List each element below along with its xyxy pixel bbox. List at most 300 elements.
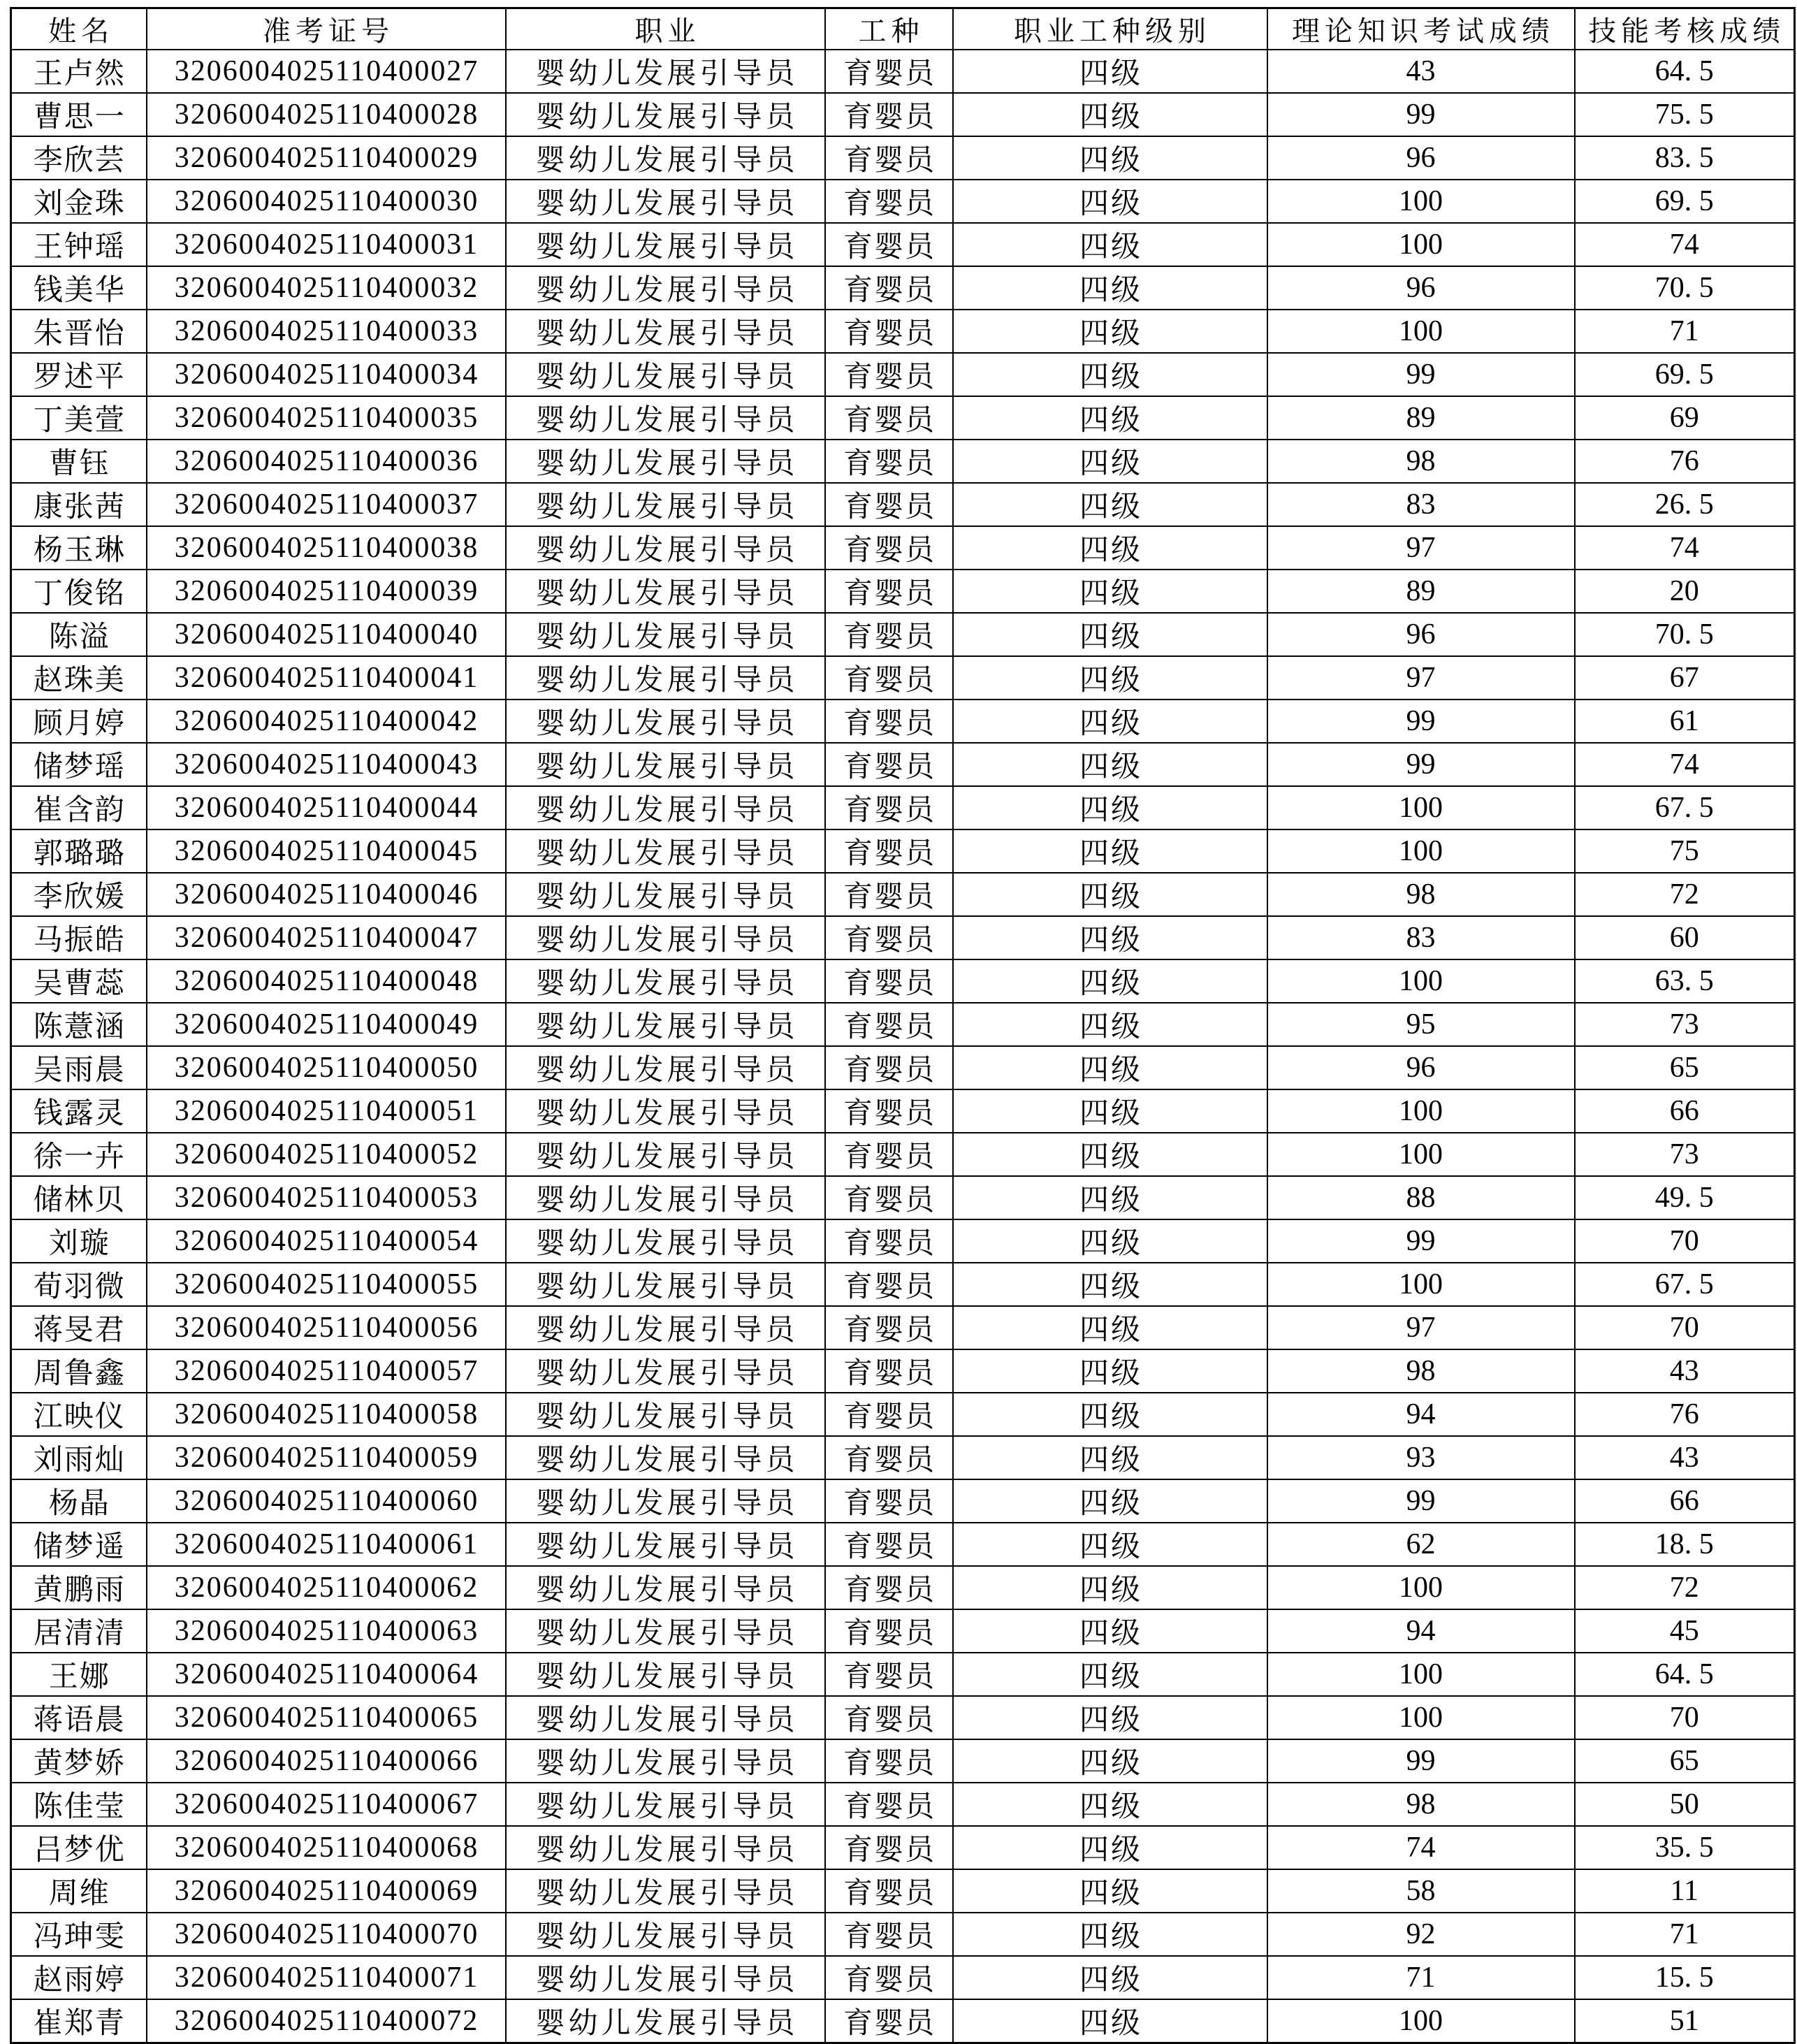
table-cell: 吴雨晨 [11, 1046, 147, 1089]
table-cell: 45 [1575, 1609, 1795, 1653]
table-cell: 93 [1267, 1436, 1575, 1479]
table-row [11, 1176, 1795, 1219]
table-cell: 育婴员 [825, 396, 953, 440]
table-body [11, 50, 1795, 2043]
table-cell: 73 [1575, 1003, 1795, 1046]
table-cell: 76 [1575, 1393, 1795, 1436]
table-cell: 99 [1267, 1739, 1575, 1783]
table-cell: 四级 [953, 1523, 1267, 1566]
table-row [11, 440, 1795, 483]
table-row [11, 1566, 1795, 1609]
table-cell: 100 [1267, 1089, 1575, 1133]
table-cell: 育婴员 [825, 1263, 953, 1306]
table-cell: 荀羽微 [11, 1263, 147, 1306]
table-cell: 98 [1267, 1783, 1575, 1826]
table-cell: 婴幼儿发展引导员 [506, 1349, 825, 1393]
table-cell: 刘金珠 [11, 180, 147, 223]
table-cell: 育婴员 [825, 1826, 953, 1869]
table-row [11, 1263, 1795, 1306]
table-cell: 83 [1267, 916, 1575, 959]
table-cell: 70 [1575, 1219, 1795, 1263]
table-cell: 四级 [953, 1653, 1267, 1696]
table-row [11, 613, 1795, 656]
table-cell: 100 [1267, 1133, 1575, 1176]
table-cell: 92 [1267, 1913, 1575, 1956]
table-cell: 3206004025110400029 [147, 136, 506, 180]
table-row [11, 786, 1795, 829]
table-cell: 63. 5 [1575, 959, 1795, 1003]
table-cell: 婴幼儿发展引导员 [506, 1263, 825, 1306]
table-cell: 婴幼儿发展引导员 [506, 136, 825, 180]
table-cell: 3206004025110400033 [147, 310, 506, 353]
table-cell: 育婴员 [825, 136, 953, 180]
table-cell: 四级 [953, 440, 1267, 483]
table-cell: 育婴员 [825, 93, 953, 136]
table-cell: 100 [1267, 1653, 1575, 1696]
table-cell: 四级 [953, 1696, 1267, 1739]
header-cell: 工种 [825, 8, 953, 50]
table-cell: 四级 [953, 1349, 1267, 1393]
table-cell: 育婴员 [825, 1176, 953, 1219]
table-cell: 99 [1267, 700, 1575, 743]
table-cell: 吕梦优 [11, 1826, 147, 1869]
table-row [11, 50, 1795, 93]
table-cell: 3206004025110400063 [147, 1609, 506, 1653]
table-cell: 96 [1267, 613, 1575, 656]
table-cell: 四级 [953, 1913, 1267, 1956]
table-cell: 婴幼儿发展引导员 [506, 1436, 825, 1479]
table-cell: 70 [1575, 1696, 1795, 1739]
table-row [11, 1003, 1795, 1046]
table-cell: 蒋语晨 [11, 1696, 147, 1739]
header-cell: 职业工种级别 [953, 8, 1267, 50]
table-cell: 3206004025110400035 [147, 396, 506, 440]
table-cell: 3206004025110400052 [147, 1133, 506, 1176]
table-cell: 四级 [953, 1739, 1267, 1783]
table-cell: 杨晶 [11, 1479, 147, 1523]
table-cell: 吴曹蕊 [11, 959, 147, 1003]
table-row [11, 1783, 1795, 1826]
table-cell: 69. 5 [1575, 180, 1795, 223]
table-cell: 3206004025110400059 [147, 1436, 506, 1479]
table-cell: 四级 [953, 743, 1267, 786]
table-cell: 四级 [953, 1436, 1267, 1479]
table-cell: 四级 [953, 829, 1267, 873]
table-cell: 99 [1267, 353, 1575, 396]
table-cell: 99 [1267, 1219, 1575, 1263]
table-cell: 储林贝 [11, 1176, 147, 1219]
table-cell: 3206004025110400036 [147, 440, 506, 483]
table-cell: 四级 [953, 656, 1267, 700]
table-cell: 储梦遥 [11, 1523, 147, 1566]
table-row [11, 526, 1795, 570]
table-cell: 婴幼儿发展引导员 [506, 1089, 825, 1133]
table-cell: 3206004025110400051 [147, 1089, 506, 1133]
table-cell: 3206004025110400027 [147, 50, 506, 93]
table-cell: 四级 [953, 1263, 1267, 1306]
table-cell: 婴幼儿发展引导员 [506, 1609, 825, 1653]
table-cell: 3206004025110400070 [147, 1913, 506, 1956]
table-cell: 育婴员 [825, 1089, 953, 1133]
table-cell: 婴幼儿发展引导员 [506, 700, 825, 743]
table-cell: 周维 [11, 1869, 147, 1913]
header-cell: 准考证号 [147, 8, 506, 50]
table-cell: 育婴员 [825, 1956, 953, 1999]
table-cell: 婴幼儿发展引导员 [506, 50, 825, 93]
table-cell: 育婴员 [825, 1046, 953, 1089]
table-cell: 71 [1575, 1913, 1795, 1956]
table-row [11, 1133, 1795, 1176]
table-cell: 3206004025110400061 [147, 1523, 506, 1566]
header-cell: 姓名 [11, 8, 147, 50]
table-cell: 100 [1267, 959, 1575, 1003]
table-cell: 3206004025110400049 [147, 1003, 506, 1046]
table-cell: 婴幼儿发展引导员 [506, 223, 825, 266]
table-cell: 64. 5 [1575, 1653, 1795, 1696]
table-cell: 崔含韵 [11, 786, 147, 829]
table-cell: 李欣芸 [11, 136, 147, 180]
table-cell: 66 [1575, 1089, 1795, 1133]
table-cell: 96 [1267, 136, 1575, 180]
table-cell: 69. 5 [1575, 353, 1795, 396]
table-cell: 育婴员 [825, 266, 953, 310]
table-cell: 3206004025110400038 [147, 526, 506, 570]
header-cell: 技能考核成绩 [1575, 8, 1795, 50]
table-cell: 四级 [953, 570, 1267, 613]
table-cell: 76 [1575, 440, 1795, 483]
table-row [11, 1089, 1795, 1133]
table-cell: 62 [1267, 1523, 1575, 1566]
table-cell: 育婴员 [825, 613, 953, 656]
table-cell: 70. 5 [1575, 266, 1795, 310]
table-cell: 马振皓 [11, 916, 147, 959]
table-cell: 四级 [953, 1046, 1267, 1089]
table-cell: 95 [1267, 1003, 1575, 1046]
table-row [11, 700, 1795, 743]
table-cell: 100 [1267, 1696, 1575, 1739]
table-cell: 婴幼儿发展引导员 [506, 1523, 825, 1566]
table-cell: 育婴员 [825, 310, 953, 353]
table-cell: 67. 5 [1575, 786, 1795, 829]
table-cell: 育婴员 [825, 180, 953, 223]
table-cell: 婴幼儿发展引导员 [506, 396, 825, 440]
table-cell: 四级 [953, 483, 1267, 526]
table-cell: 58 [1267, 1869, 1575, 1913]
table-cell: 67 [1575, 656, 1795, 700]
table-cell: 43 [1575, 1349, 1795, 1393]
table-cell: 3206004025110400047 [147, 916, 506, 959]
table-row [11, 1523, 1795, 1566]
table-cell: 3206004025110400039 [147, 570, 506, 613]
table-cell: 婴幼儿发展引导员 [506, 1956, 825, 1999]
table-cell: 刘雨灿 [11, 1436, 147, 1479]
table-cell: 11 [1575, 1869, 1795, 1913]
table-cell: 丁美萱 [11, 396, 147, 440]
table-cell: 89 [1267, 396, 1575, 440]
table-cell: 朱晋怡 [11, 310, 147, 353]
table-row [11, 829, 1795, 873]
table-cell: 100 [1267, 310, 1575, 353]
table-cell: 96 [1267, 1046, 1575, 1089]
table-cell: 婴幼儿发展引导员 [506, 1826, 825, 1869]
table-cell: 3206004025110400069 [147, 1869, 506, 1913]
table-cell: 3206004025110400028 [147, 93, 506, 136]
table-cell: 王卢然 [11, 50, 147, 93]
table-cell: 婴幼儿发展引导员 [506, 1133, 825, 1176]
table-cell: 3206004025110400058 [147, 1393, 506, 1436]
table-cell: 黄鹏雨 [11, 1566, 147, 1609]
table-cell: 育婴员 [825, 743, 953, 786]
table-cell: 婴幼儿发展引导员 [506, 873, 825, 916]
table-cell: 婴幼儿发展引导员 [506, 1869, 825, 1913]
exam-results-table-wrap [10, 7, 1794, 2040]
table-row [11, 136, 1795, 180]
table-cell: 婴幼儿发展引导员 [506, 613, 825, 656]
header-cell: 理论知识考试成绩 [1267, 8, 1575, 50]
table-cell: 育婴员 [825, 873, 953, 916]
table-cell: 陈薏涵 [11, 1003, 147, 1046]
table-cell: 育婴员 [825, 959, 953, 1003]
table-row [11, 310, 1795, 353]
table-header [11, 8, 1795, 50]
table-row [11, 1436, 1795, 1479]
table-cell: 98 [1267, 440, 1575, 483]
table-cell: 四级 [953, 700, 1267, 743]
table-cell: 四级 [953, 1869, 1267, 1913]
table-cell: 18. 5 [1575, 1523, 1795, 1566]
table-cell: 婴幼儿发展引导员 [506, 1393, 825, 1436]
table-cell: 崔郑青 [11, 1999, 147, 2043]
table-row [11, 1696, 1795, 1739]
table-cell: 3206004025110400064 [147, 1653, 506, 1696]
table-cell: 98 [1267, 1349, 1575, 1393]
table-cell: 71 [1267, 1956, 1575, 1999]
table-cell: 83 [1267, 483, 1575, 526]
table-cell: 3206004025110400072 [147, 1999, 506, 2043]
table-cell: 四级 [953, 1479, 1267, 1523]
table-row [11, 959, 1795, 1003]
table-cell: 74 [1267, 1826, 1575, 1869]
table-cell: 73 [1575, 1133, 1795, 1176]
table-row [11, 1479, 1795, 1523]
table-cell: 育婴员 [825, 1869, 953, 1913]
table-cell: 育婴员 [825, 483, 953, 526]
table-cell: 四级 [953, 1826, 1267, 1869]
table-cell: 储梦瑶 [11, 743, 147, 786]
table-cell: 刘璇 [11, 1219, 147, 1263]
table-cell: 100 [1267, 1999, 1575, 2043]
table-row [11, 93, 1795, 136]
table-cell: 婴幼儿发展引导员 [506, 1003, 825, 1046]
table-cell: 3206004025110400032 [147, 266, 506, 310]
table-cell: 育婴员 [825, 440, 953, 483]
table-cell: 婴幼儿发展引导员 [506, 570, 825, 613]
table-cell: 丁俊铭 [11, 570, 147, 613]
table-cell: 四级 [953, 1609, 1267, 1653]
table-cell: 育婴员 [825, 1913, 953, 1956]
table-cell: 3206004025110400060 [147, 1479, 506, 1523]
table-cell: 育婴员 [825, 1523, 953, 1566]
table-cell: 四级 [953, 180, 1267, 223]
table-cell: 3206004025110400066 [147, 1739, 506, 1783]
table-row [11, 656, 1795, 700]
table-cell: 99 [1267, 743, 1575, 786]
table-row [11, 353, 1795, 396]
table-cell: 育婴员 [825, 1436, 953, 1479]
table-cell: 97 [1267, 526, 1575, 570]
table-cell: 婴幼儿发展引导员 [506, 959, 825, 1003]
table-cell: 陈佳莹 [11, 1783, 147, 1826]
table-cell: 婴幼儿发展引导员 [506, 1219, 825, 1263]
table-cell: 74 [1575, 743, 1795, 786]
table-cell: 曹思一 [11, 93, 147, 136]
table-cell: 100 [1267, 180, 1575, 223]
table-cell: 100 [1267, 223, 1575, 266]
table-cell: 婴幼儿发展引导员 [506, 743, 825, 786]
table-cell: 20 [1575, 570, 1795, 613]
table-cell: 钱露灵 [11, 1089, 147, 1133]
table-cell: 四级 [953, 1566, 1267, 1609]
table-cell: 育婴员 [825, 916, 953, 959]
table-cell: 88 [1267, 1176, 1575, 1219]
table-cell: 婴幼儿发展引导员 [506, 1653, 825, 1696]
table-cell: 3206004025110400053 [147, 1176, 506, 1219]
table-cell: 四级 [953, 1176, 1267, 1219]
table-cell: 四级 [953, 916, 1267, 959]
table-row [11, 1739, 1795, 1783]
table-cell: 3206004025110400034 [147, 353, 506, 396]
table-row [11, 1609, 1795, 1653]
table-cell: 婴幼儿发展引导员 [506, 656, 825, 700]
table-cell: 婴幼儿发展引导员 [506, 526, 825, 570]
table-row [11, 1219, 1795, 1263]
table-row [11, 1393, 1795, 1436]
table-cell: 婴幼儿发展引导员 [506, 1739, 825, 1783]
table-row [11, 266, 1795, 310]
table-cell: 43 [1267, 50, 1575, 93]
table-cell: 育婴员 [825, 1739, 953, 1783]
table-row [11, 1999, 1795, 2043]
table-cell: 育婴员 [825, 1349, 953, 1393]
results-table [10, 7, 1796, 2044]
table-cell: 婴幼儿发展引导员 [506, 310, 825, 353]
table-row [11, 1913, 1795, 1956]
table-row [11, 1306, 1795, 1349]
table-cell: 15. 5 [1575, 1956, 1795, 1999]
table-cell: 3206004025110400071 [147, 1956, 506, 1999]
table-cell: 3206004025110400043 [147, 743, 506, 786]
table-row [11, 1826, 1795, 1869]
table-cell: 育婴员 [825, 1696, 953, 1739]
table-cell: 育婴员 [825, 829, 953, 873]
table-cell: 育婴员 [825, 223, 953, 266]
table-cell: 66 [1575, 1479, 1795, 1523]
table-cell: 李欣媛 [11, 873, 147, 916]
table-cell: 顾月婷 [11, 700, 147, 743]
table-cell: 61 [1575, 700, 1795, 743]
table-cell: 钱美华 [11, 266, 147, 310]
table-cell: 60 [1575, 916, 1795, 959]
table-cell: 100 [1267, 1566, 1575, 1609]
table-cell: 陈溢 [11, 613, 147, 656]
table-cell: 冯珅雯 [11, 1913, 147, 1956]
table-row [11, 223, 1795, 266]
table-cell: 婴幼儿发展引导员 [506, 1176, 825, 1219]
table-cell: 3206004025110400037 [147, 483, 506, 526]
table-cell: 65 [1575, 1046, 1795, 1089]
table-cell: 3206004025110400045 [147, 829, 506, 873]
table-cell: 周鲁鑫 [11, 1349, 147, 1393]
table-cell: 育婴员 [825, 570, 953, 613]
table-cell: 3206004025110400054 [147, 1219, 506, 1263]
table-cell: 70. 5 [1575, 613, 1795, 656]
table-row [11, 916, 1795, 959]
table-cell: 徐一卉 [11, 1133, 147, 1176]
table-cell: 育婴员 [825, 786, 953, 829]
table-cell: 婴幼儿发展引导员 [506, 266, 825, 310]
table-cell: 康张茜 [11, 483, 147, 526]
table-cell: 49. 5 [1575, 1176, 1795, 1219]
table-cell: 育婴员 [825, 50, 953, 93]
table-row [11, 873, 1795, 916]
table-cell: 婴幼儿发展引导员 [506, 1696, 825, 1739]
table-cell: 65 [1575, 1739, 1795, 1783]
table-cell: 四级 [953, 1393, 1267, 1436]
table-cell: 3206004025110400040 [147, 613, 506, 656]
table-cell: 四级 [953, 266, 1267, 310]
table-cell: 97 [1267, 1306, 1575, 1349]
table-cell: 婴幼儿发展引导员 [506, 786, 825, 829]
table-cell: 100 [1267, 1263, 1575, 1306]
header-row [11, 8, 1795, 50]
table-cell: 3206004025110400065 [147, 1696, 506, 1739]
table-cell: 王钟瑶 [11, 223, 147, 266]
table-cell: 3206004025110400046 [147, 873, 506, 916]
table-cell: 四级 [953, 1089, 1267, 1133]
table-cell: 3206004025110400030 [147, 180, 506, 223]
table-cell: 育婴员 [825, 700, 953, 743]
table-row [11, 1349, 1795, 1393]
table-cell: 3206004025110400062 [147, 1566, 506, 1609]
table-cell: 四级 [953, 526, 1267, 570]
table-cell: 四级 [953, 353, 1267, 396]
table-cell: 四级 [953, 310, 1267, 353]
table-cell: 罗述平 [11, 353, 147, 396]
table-cell: 3206004025110400050 [147, 1046, 506, 1089]
table-cell: 蒋旻君 [11, 1306, 147, 1349]
table-cell: 育婴员 [825, 1306, 953, 1349]
table-cell: 3206004025110400031 [147, 223, 506, 266]
table-row [11, 396, 1795, 440]
table-cell: 赵珠美 [11, 656, 147, 700]
table-cell: 26. 5 [1575, 483, 1795, 526]
table-cell: 育婴员 [825, 526, 953, 570]
table-cell: 黄梦娇 [11, 1739, 147, 1783]
table-cell: 四级 [953, 1003, 1267, 1046]
table-cell: 四级 [953, 136, 1267, 180]
table-cell: 3206004025110400048 [147, 959, 506, 1003]
table-cell: 育婴员 [825, 1609, 953, 1653]
table-cell: 100 [1267, 829, 1575, 873]
table-cell: 王娜 [11, 1653, 147, 1696]
table-cell: 婴幼儿发展引导员 [506, 1479, 825, 1523]
table-cell: 75. 5 [1575, 93, 1795, 136]
table-cell: 杨玉琳 [11, 526, 147, 570]
table-cell: 四级 [953, 1306, 1267, 1349]
table-cell: 72 [1575, 873, 1795, 916]
table-cell: 育婴员 [825, 1133, 953, 1176]
table-cell: 赵雨婷 [11, 1956, 147, 1999]
